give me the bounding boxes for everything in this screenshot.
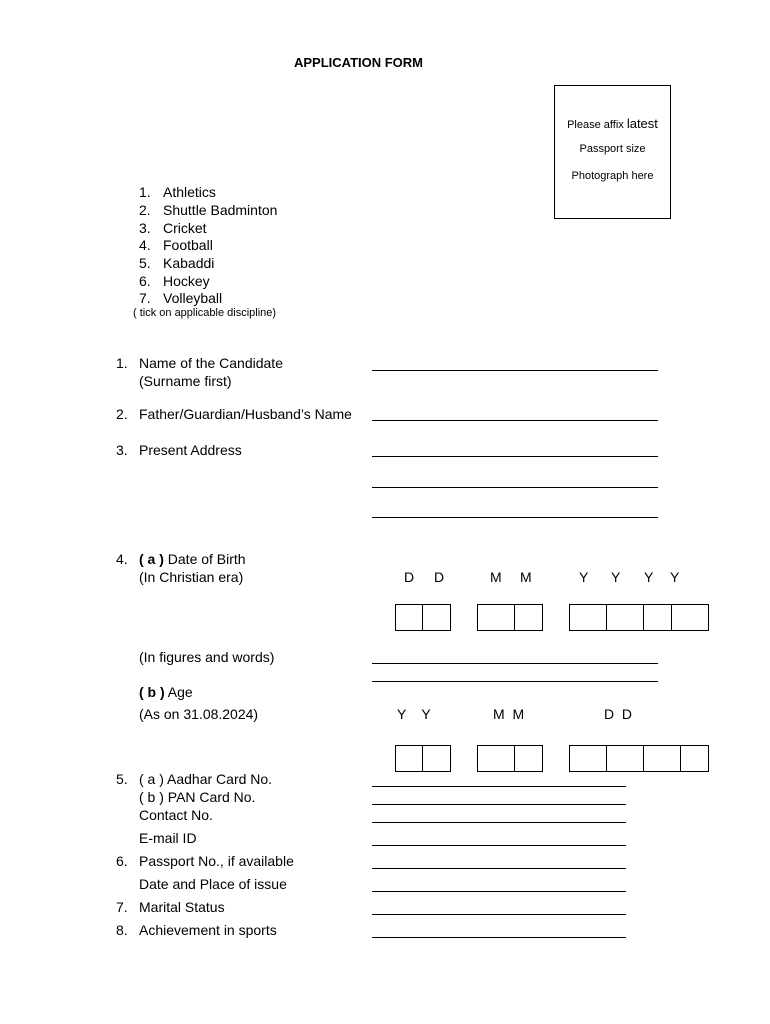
dob-year-digit-box[interactable] xyxy=(607,604,644,631)
photo-instruction-line1: Please affix latest xyxy=(567,116,658,131)
contact-line[interactable] xyxy=(372,822,626,823)
pan-line[interactable] xyxy=(372,804,626,805)
field-number: 1. xyxy=(116,355,128,371)
discipline-item[interactable]: 4. Football xyxy=(139,237,213,253)
achievement-line[interactable] xyxy=(372,937,626,938)
discipline-item[interactable]: 5. Kabaddi xyxy=(139,255,215,271)
marital-status-label: Marital Status xyxy=(139,899,225,915)
dob-label: ( a ) Date of Birth xyxy=(139,551,246,567)
discipline-item[interactable]: 2. Shuttle Badminton xyxy=(139,202,278,218)
dob-header-d: D xyxy=(434,569,445,585)
age-day-digit-box[interactable] xyxy=(681,745,709,772)
discipline-item[interactable]: 7. Volleyball xyxy=(139,290,223,306)
age-month-digit-box[interactable] xyxy=(515,745,543,772)
candidate-name-line[interactable] xyxy=(372,370,658,371)
guardian-name-label: Father/Guardian/Husband’s Name xyxy=(139,406,352,422)
age-year-digit-box[interactable] xyxy=(423,745,451,772)
candidate-name-sublabel: (Surname first) xyxy=(139,373,232,389)
aadhar-line[interactable] xyxy=(372,786,626,787)
age-month-boxes xyxy=(477,745,543,772)
guardian-name-line[interactable] xyxy=(372,420,658,421)
dob-year-digit-box[interactable] xyxy=(569,604,607,631)
dob-header-y: Y xyxy=(670,569,680,585)
age-header-years: Y Y xyxy=(397,706,431,722)
dob-year-boxes xyxy=(569,604,709,631)
dob-words-line-1[interactable] xyxy=(372,663,658,664)
age-day-digit-box[interactable] xyxy=(644,745,681,772)
passport-issue-line[interactable] xyxy=(372,891,626,892)
age-day-digit-box[interactable] xyxy=(569,745,607,772)
age-year-digit-box[interactable] xyxy=(395,745,423,772)
age-day-boxes xyxy=(569,745,709,772)
dob-figures-words-label: (In figures and words) xyxy=(139,649,275,665)
dob-day-digit-box[interactable] xyxy=(395,604,423,631)
candidate-name-label: Name of the Candidate xyxy=(139,355,283,371)
photo-instruction-line3: Photograph here xyxy=(571,170,654,182)
photo-placeholder-box xyxy=(554,85,671,219)
field-number: 3. xyxy=(116,442,128,458)
age-label: ( b ) Age xyxy=(139,684,193,700)
dob-header-m: M xyxy=(490,569,502,585)
discipline-item[interactable]: 6. Hockey xyxy=(139,273,210,289)
dob-month-digit-box[interactable] xyxy=(515,604,543,631)
form-title: APPLICATION FORM xyxy=(293,55,424,70)
dob-year-digit-box[interactable] xyxy=(672,604,709,631)
field-number: 6. xyxy=(116,853,128,869)
dob-year-digit-box[interactable] xyxy=(644,604,672,631)
email-label: E-mail ID xyxy=(139,830,197,846)
dob-header-y: Y xyxy=(579,569,589,585)
dob-header-d: D xyxy=(404,569,415,585)
field-number: 5. xyxy=(116,771,128,787)
age-header-days: D D xyxy=(604,706,632,722)
contact-label: Contact No. xyxy=(139,807,213,823)
discipline-item[interactable]: 3. Cricket xyxy=(139,220,207,236)
field-number: 8. xyxy=(116,922,128,938)
dob-words-line-2[interactable] xyxy=(372,681,658,682)
age-sublabel: (As on 31.08.2024) xyxy=(139,706,259,722)
aadhar-label: ( a ) Aadhar Card No. xyxy=(139,771,273,787)
marital-status-line[interactable] xyxy=(372,914,626,915)
address-line-3[interactable] xyxy=(372,517,658,518)
dob-month-boxes xyxy=(477,604,543,631)
passport-label: Passport No., if available xyxy=(139,853,294,869)
age-header-months: M M xyxy=(493,706,525,722)
field-number: 2. xyxy=(116,406,128,422)
address-line-1[interactable] xyxy=(372,456,658,457)
dob-day-boxes xyxy=(395,604,451,631)
field-number: 4. xyxy=(116,551,128,567)
pan-label: ( b ) PAN Card No. xyxy=(139,789,256,805)
discipline-note: ( tick on applicable discipline) xyxy=(133,307,277,319)
address-line-2[interactable] xyxy=(372,487,658,488)
dob-day-digit-box[interactable] xyxy=(423,604,451,631)
age-year-boxes xyxy=(395,745,451,772)
dob-sublabel: (In Christian era) xyxy=(139,569,244,585)
dob-month-digit-box[interactable] xyxy=(477,604,515,631)
achievement-label: Achievement in sports xyxy=(139,922,277,938)
dob-header-y: Y xyxy=(644,569,654,585)
email-line[interactable] xyxy=(372,845,626,846)
passport-line[interactable] xyxy=(372,868,626,869)
dob-header-m: M xyxy=(520,569,532,585)
dob-header-y: Y xyxy=(611,569,621,585)
present-address-label: Present Address xyxy=(139,442,242,458)
field-number: 7. xyxy=(116,899,128,915)
passport-issue-label: Date and Place of issue xyxy=(139,876,287,892)
age-month-digit-box[interactable] xyxy=(477,745,515,772)
age-day-digit-box[interactable] xyxy=(607,745,644,772)
discipline-item[interactable]: 1. Athletics xyxy=(139,184,216,200)
photo-instruction-line2: Passport size xyxy=(579,143,646,155)
